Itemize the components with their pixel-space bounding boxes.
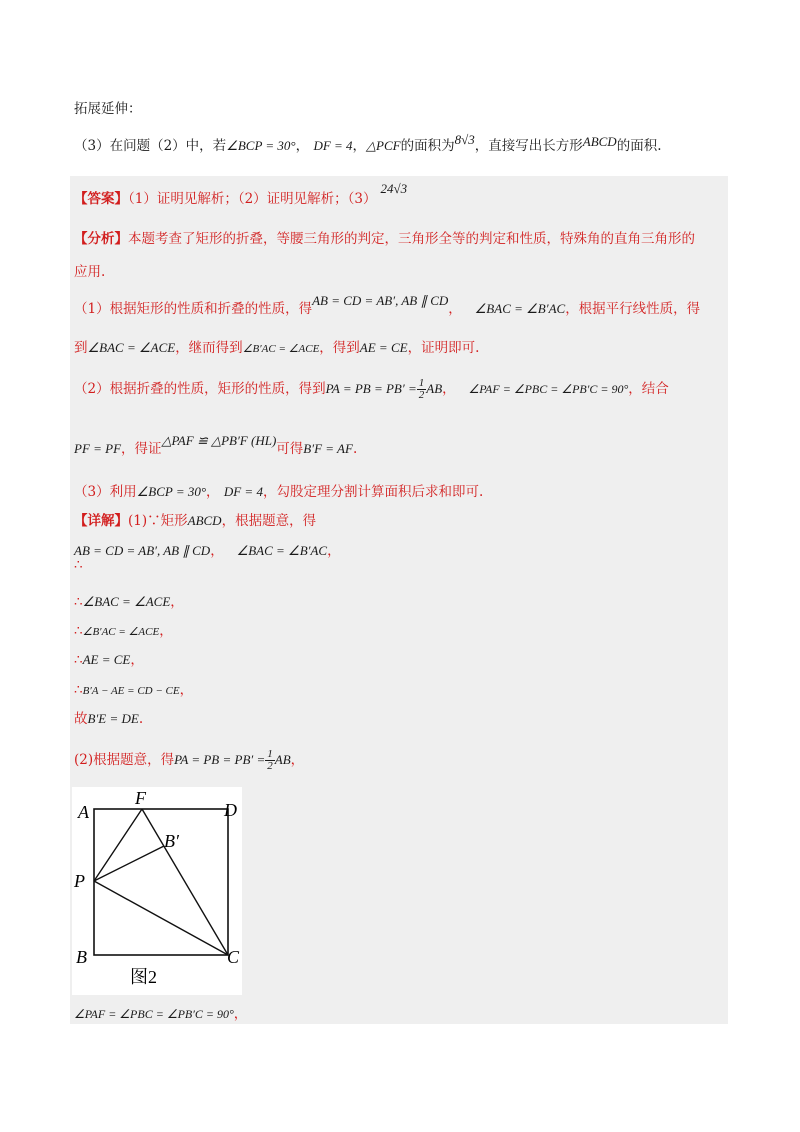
p2-eq4: △PAF ≌ △PB′F (HL) xyxy=(161,433,277,448)
s3-comma: ， xyxy=(159,623,173,639)
segment-pf xyxy=(94,809,142,881)
q3-mid2: ，直接写出长方形 xyxy=(474,138,583,154)
label-b: B xyxy=(76,947,87,967)
d2-frac-num: 1 xyxy=(267,748,273,760)
label-a: A xyxy=(78,802,89,822)
label-f: F xyxy=(135,788,146,808)
s3-eq: ∠B′AC = ∠ACE xyxy=(82,626,160,638)
analysis-text1: 本题考查了矩形的折叠，等腰三角形的判定，三角形全等的判定和性质，特殊角的直角三角形的 xyxy=(128,231,695,247)
detail-step1 xyxy=(74,542,341,560)
last-eq: ∠PAF = ∠PBC = ∠PB′C = 90° xyxy=(74,1007,234,1021)
p2-eq3: PF = PF xyxy=(74,441,122,456)
segment-fc xyxy=(142,809,228,955)
label-b-prime: B′ xyxy=(164,831,179,851)
s2-comma: ， xyxy=(170,594,184,610)
detail-last xyxy=(74,1005,247,1023)
p3-eq2: DF = 4 xyxy=(223,484,263,499)
p2-eq1: PA = PB = PB′ = xyxy=(325,381,417,396)
last-end: ， xyxy=(233,1006,248,1022)
therefore-4: ∴ xyxy=(74,652,83,668)
p3-c: ，勾股定理分割计算面积后求和即可. xyxy=(262,484,484,500)
s5-comma: ， xyxy=(179,682,194,698)
rectangle-abcd xyxy=(94,809,228,955)
detail-intro xyxy=(74,512,316,530)
q3-suffix: 的面积. xyxy=(616,138,662,154)
d2-end: ， xyxy=(290,752,305,768)
p2-frac-den: 2 xyxy=(418,389,425,401)
p1-eq1: AB = CD = AB′, AB ∥ CD xyxy=(312,293,449,308)
p2-b: ， xyxy=(442,381,456,397)
s6-eq: B′E = DE xyxy=(87,711,139,726)
p3-a: （3）利用 xyxy=(74,484,137,500)
p1-d: 到 xyxy=(74,340,88,356)
q3-sep1: ， xyxy=(295,138,310,154)
figure-2 xyxy=(72,787,242,995)
analysis-p3 xyxy=(74,483,483,501)
p2-eq2: ∠PAF = ∠PBC = ∠PB′C = 90° xyxy=(468,382,629,396)
analysis-p2-line1 xyxy=(74,378,669,401)
q3-rect: ABCD xyxy=(582,134,617,149)
therefore-3: ∴ xyxy=(74,623,83,639)
detail-intro-b: ，根据题意，得 xyxy=(221,513,317,529)
s1-sep: ， xyxy=(210,543,224,559)
p2-e: 可得 xyxy=(276,441,304,457)
p1-c: ，根据平行线性质，得 xyxy=(565,301,701,317)
therefore-1: ∴ xyxy=(74,557,83,573)
label-d: D xyxy=(224,800,237,820)
gu: 故 xyxy=(74,711,88,727)
detail-intro-text: (1)∵矩形 xyxy=(128,513,188,529)
detail-step3 xyxy=(74,622,173,641)
detail-part2 xyxy=(74,749,304,772)
s2-eq: ∠BAC = ∠ACE xyxy=(82,594,171,609)
p1-f: ，得到 xyxy=(319,340,360,356)
extension-heading: 拓展延伸： xyxy=(74,101,142,117)
p3-b: ， xyxy=(206,484,220,500)
q3-triangle: △PCF xyxy=(366,138,401,153)
q3-mid: 的面积为 xyxy=(400,138,455,154)
p2-frac-num: 1 xyxy=(418,377,425,389)
q3-prefix: （3）在问题（2）中，若 xyxy=(74,138,227,154)
detail-abcd: ABCD xyxy=(187,513,222,528)
q3-angle: ∠BCP = 30° xyxy=(226,138,296,153)
therefore-2: ∴ xyxy=(74,594,83,610)
p1-eq3: ∠BAC = ∠ACE xyxy=(87,340,176,355)
p2-a: （2）根据折叠的性质，矩形的性质，得到 xyxy=(74,381,326,397)
p1-b: ， xyxy=(448,301,462,317)
figure-2-svg xyxy=(72,787,242,995)
p2-eq1b: AB xyxy=(426,381,443,396)
analysis-line2: 应用. xyxy=(74,264,106,280)
p2-eq5: B′F = AF xyxy=(303,441,353,456)
analysis-tag: 【分析】 xyxy=(74,231,128,247)
s1-end: ， xyxy=(327,543,341,559)
s4-comma: ， xyxy=(130,652,144,668)
detail-step5 xyxy=(74,681,193,700)
p1-g: ，证明即可. xyxy=(407,340,480,356)
analysis-line1 xyxy=(74,230,695,248)
label-p: P xyxy=(74,871,85,891)
p2-d: ，得证 xyxy=(121,441,162,457)
therefore-5: ∴ xyxy=(74,682,83,698)
s1-eq2: ∠BAC = ∠B′AC xyxy=(236,543,328,558)
p1-eq5: AE = CE xyxy=(359,340,408,355)
p2-fraction xyxy=(417,378,427,401)
analysis-p1-line1 xyxy=(74,293,701,318)
p1-a: （1）根据矩形的性质和折叠的性质，得 xyxy=(74,301,313,317)
detail-step4 xyxy=(74,651,144,669)
answer-text: （1）证明见解析；（2）证明见解析；（3） xyxy=(128,191,377,207)
d2-eqb: AB xyxy=(274,752,291,767)
p2-f: . xyxy=(352,441,358,457)
detail-step2 xyxy=(74,593,184,611)
segment-pbp xyxy=(94,846,164,881)
p2-c: ，结合 xyxy=(628,381,669,397)
p1-eq2: ∠BAC = ∠B′AC xyxy=(474,301,566,316)
detail-tag: 【详解】 xyxy=(74,513,128,529)
d2-fraction xyxy=(265,749,275,772)
question-3 xyxy=(74,132,662,155)
d2-frac-den: 2 xyxy=(267,760,273,772)
q3-df: DF = 4 xyxy=(313,138,353,153)
p1-e: ，继而得到 xyxy=(175,340,243,356)
d2-eq: PA = PB = PB′ = xyxy=(174,752,266,767)
s1-eq1: AB = CD = AB′, AB ∥ CD xyxy=(74,543,211,558)
q3-sep2: ， xyxy=(352,138,367,154)
s6-period: . xyxy=(138,711,144,727)
answer-tag: 【答案】 xyxy=(74,191,128,207)
s4-eq: AE = CE xyxy=(82,652,131,667)
segment-pc xyxy=(94,881,228,955)
p3-eq1: ∠BCP = 30° xyxy=(136,484,207,499)
label-c: C xyxy=(227,947,240,967)
analysis-p1-line2 xyxy=(74,339,479,358)
detail-step6 xyxy=(74,710,143,728)
p1-eq4: ∠B′AC = ∠ACE xyxy=(242,343,320,355)
answer-value: 24√3 xyxy=(380,181,408,196)
d2-a: (2)根据题意，得 xyxy=(74,752,175,768)
q3-area: 8√3 xyxy=(454,132,475,147)
figure-caption: 图2 xyxy=(130,967,157,987)
answer-line xyxy=(74,181,408,208)
s5-eq: B′A − AE = CD − CE xyxy=(82,685,180,697)
analysis-p2-line2 xyxy=(74,433,358,458)
